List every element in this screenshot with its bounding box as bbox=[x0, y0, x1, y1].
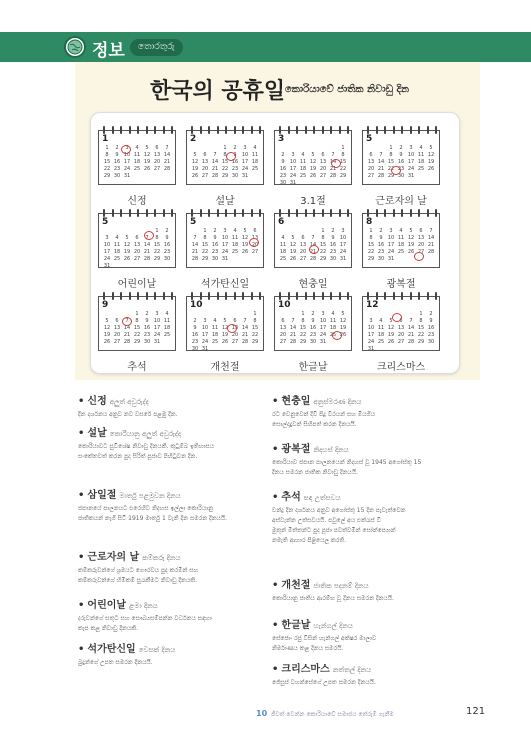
holiday-entry bbox=[272, 392, 462, 430]
calendar-day-grid: 1 2 3 4 5 6 7 8 9 10 11 12 13 14 15 16 17 18 19 20 21 22 23 24 25 26 27 28 29 30 31 bbox=[103, 311, 171, 345]
holiday-korean-name: 석가탄신일 bbox=[87, 644, 136, 655]
holiday-highlight bbox=[121, 145, 131, 154]
calendar-rings bbox=[191, 292, 261, 300]
holiday-highlight bbox=[122, 317, 132, 326]
footer-caption: ජීවත් වෙන්න කොරියාවේ සමාජය තේරුම් ගැනීම bbox=[271, 711, 394, 718]
calendar-label: 석가탄신일 bbox=[200, 279, 250, 290]
calendar-rings bbox=[279, 209, 349, 217]
holiday-description: කැප කළ නිවාඩු දිනයකි. bbox=[78, 625, 139, 632]
calendar-8 bbox=[362, 213, 440, 268]
calendar-label: 추석 bbox=[127, 362, 147, 373]
holiday-entry bbox=[78, 596, 268, 634]
calendar-day-grid: 1 2 3 4 5 6 7 8 9 10 11 12 13 14 15 16 17 18 19 20 21 22 23 24 25 26 27 28 29 30 31 bbox=[279, 311, 347, 345]
holiday-description: නිර්මාණය කළ දිනය සමරයි. bbox=[272, 645, 344, 652]
holiday-description: කොරියානු ජාතිය ආරම්භ වූ දිනය සමරන දිනයයි. bbox=[272, 595, 394, 602]
calendar-rings bbox=[367, 292, 437, 300]
holiday-description: කොරියාවට සුවිශේෂ නිවාඩු දිනයකි. කුටුම්බ ඉතිහාසය bbox=[78, 443, 215, 450]
holiday-name bbox=[78, 486, 268, 501]
holiday-korean-name: 크리스마스 bbox=[281, 664, 330, 675]
calendar-3 bbox=[274, 130, 352, 185]
page-subtitle: කොරියාවේ ජාතික නිවාඩු දින bbox=[285, 84, 410, 95]
holiday-name bbox=[272, 616, 462, 631]
holiday-description: රට වෙනුවෙන් දිවි පිදූ වීරයන් සහ මියගිය bbox=[272, 411, 376, 418]
holiday-highlight bbox=[391, 166, 401, 175]
calendar-month: 2 bbox=[190, 134, 197, 144]
bullet-icon: • bbox=[272, 492, 279, 503]
holiday-entry bbox=[272, 488, 462, 546]
bullet-icon: • bbox=[272, 396, 279, 407]
holiday-entry bbox=[78, 640, 268, 668]
holiday-name bbox=[78, 548, 268, 563]
holiday-name bbox=[78, 392, 268, 407]
calendar-5 bbox=[98, 213, 176, 268]
holiday-highlight bbox=[309, 245, 319, 254]
section-title: 정보 bbox=[92, 41, 125, 61]
bullet-icon: • bbox=[272, 580, 279, 591]
holiday-sinhala-name: කම්කරු දිනය bbox=[142, 554, 181, 562]
holiday-description: නමැති ආහාර පිළියෙල කරති. bbox=[272, 537, 347, 544]
holiday-description: සේජොං රජු විසින් හැන්ගල් අක්ෂර මාලාව bbox=[272, 635, 377, 642]
holiday-name bbox=[272, 488, 462, 503]
holiday-korean-name: 삼일절 bbox=[87, 490, 117, 501]
calendar-label: 설날 bbox=[215, 196, 235, 207]
holiday-name bbox=[78, 424, 268, 439]
calendar-label: 한글날 bbox=[298, 362, 328, 373]
holiday-entry bbox=[272, 576, 462, 604]
globe-icon bbox=[64, 36, 86, 58]
calendar-month: 6 bbox=[278, 217, 285, 227]
holiday-entry bbox=[78, 548, 268, 586]
holiday-description: කම්කරුවන්ගේ ශ්‍රමයට ගෞරවය පුද කරමින් සහ bbox=[78, 567, 199, 574]
holiday-description: දරුවන්ගේ සතුට සහ සෞඛ්‍යසම්පන්න වර්ධනය සඳහා bbox=[78, 615, 212, 622]
bullet-icon: • bbox=[272, 444, 279, 455]
holiday-description: දින දර්ශනය අනුව නව වසරේ පළමු දින. bbox=[78, 411, 178, 418]
calendar-rings bbox=[367, 126, 437, 134]
calendar-day-grid: 1 2 3 4 5 6 7 8 9 10 11 12 13 14 15 16 17 18 19 20 21 22 23 24 25 26 27 28 29 30 31 bbox=[103, 145, 171, 179]
holiday-sinhala-name: නත්තල් දිනය bbox=[332, 666, 372, 674]
bullet-icon: • bbox=[272, 664, 279, 675]
calendar-7 bbox=[274, 213, 352, 268]
calendar-10 bbox=[186, 296, 264, 351]
holiday-description: බුදුන්ගේ උපත සමරන දිනයයි. bbox=[78, 659, 153, 666]
calendar-rings bbox=[103, 126, 173, 134]
holiday-name bbox=[78, 596, 268, 611]
calendar-4 bbox=[362, 130, 440, 185]
calendar-label: 3.1절 bbox=[300, 196, 326, 207]
calendar-month: 5 bbox=[366, 134, 373, 144]
holiday-entry bbox=[78, 392, 268, 420]
holiday-highlight bbox=[226, 152, 236, 161]
holiday-description: ජපානයේ පාලනයට එරෙහිව නිදහස ඉල්ලා කොරියානු bbox=[78, 505, 214, 512]
calendar-label: 광복절 bbox=[386, 279, 416, 290]
bullet-icon: • bbox=[78, 396, 85, 407]
holiday-entry bbox=[78, 424, 268, 462]
holiday-description: චන්ද්‍ර දින දර්ශනය අනුව අගෝස්තු 15 දින පැවැත්වෙන bbox=[272, 507, 406, 514]
calendar-11 bbox=[274, 296, 352, 351]
bullet-icon: • bbox=[272, 620, 279, 631]
calendar-month: 5 bbox=[190, 217, 197, 227]
bullet-icon: • bbox=[78, 552, 85, 563]
chapter-number: 10 bbox=[256, 709, 268, 718]
holiday-sinhala-name: හැන්ගල් දිනය bbox=[313, 622, 353, 630]
calendar-day-grid: 1 2 3 4 5 6 7 8 9 10 11 12 13 14 15 16 17 18 19 20 21 22 23 24 25 26 27 28 29 30 31 bbox=[191, 145, 259, 179]
holiday-highlight bbox=[414, 252, 424, 261]
holiday-korean-name: 설날 bbox=[87, 428, 107, 439]
holiday-highlight bbox=[392, 313, 402, 322]
holiday-korean-name: 신정 bbox=[87, 396, 107, 407]
calendar-day-grid: 1 2 3 4 5 6 7 8 9 10 11 12 13 14 15 16 17 18 19 20 21 22 23 24 25 26 27 28 29 30 31 bbox=[191, 311, 259, 352]
holiday-highlight bbox=[331, 159, 341, 168]
calendar-month: 3 bbox=[278, 134, 285, 144]
bullet-icon: • bbox=[78, 644, 85, 655]
holiday-description: දිනය සමරන ජාතික නිවාඩු දිනයයි. bbox=[272, 469, 359, 476]
calendar-label: 신정 bbox=[127, 196, 147, 207]
calendar-1 bbox=[98, 130, 176, 185]
calendar-rings bbox=[367, 209, 437, 217]
calendar-6 bbox=[186, 213, 264, 268]
holiday-highlight bbox=[144, 231, 154, 240]
holiday-korean-name: 어린이날 bbox=[87, 600, 127, 611]
holiday-name bbox=[272, 392, 462, 407]
holiday-description: සොල්දාදුවන් සිහිපත් කරන දිනයයි. bbox=[272, 421, 357, 428]
calendar-day-grid: 1 2 3 4 5 6 7 8 9 10 11 12 13 14 15 16 17 18 19 20 21 22 23 24 25 26 27 28 29 30 31 bbox=[367, 311, 435, 352]
calendar-rings bbox=[191, 126, 261, 134]
holiday-sinhala-name: වෙසක් දිනය bbox=[138, 646, 176, 654]
holiday-highlight bbox=[227, 324, 237, 333]
footer-text bbox=[256, 709, 394, 719]
holiday-entry bbox=[272, 616, 462, 654]
holiday-name bbox=[78, 640, 268, 655]
calendar-label: 현충일 bbox=[298, 279, 328, 290]
calendar-rings bbox=[191, 209, 261, 217]
bullet-icon: • bbox=[78, 428, 85, 439]
holiday-sinhala-name: අනුස්මරණ දිනය bbox=[313, 398, 362, 406]
calendar-rings bbox=[103, 209, 173, 217]
calendar-month: 5 bbox=[102, 217, 109, 227]
holiday-name bbox=[272, 576, 462, 591]
calendar-month: 9 bbox=[102, 300, 109, 310]
calendar-label: 크리스마스 bbox=[376, 362, 426, 373]
holiday-sinhala-name: අලුත් අවුරුද්ද bbox=[109, 398, 149, 406]
holiday-entry bbox=[78, 486, 268, 524]
holiday-highlight bbox=[249, 238, 259, 247]
holiday-description: සංකේතවත් කරන පුද සිරිත් පූජාව පිහිටුවන දින. bbox=[78, 453, 198, 460]
holiday-korean-name: 추석 bbox=[281, 492, 301, 503]
holiday-highlight bbox=[332, 331, 342, 340]
holiday-sinhala-name: මාර්තු පළමුවන දිනය bbox=[119, 492, 181, 500]
holiday-description: අස්වැන්න උත්සවයයි. පවුලේ අය එක්රැස් වී bbox=[272, 517, 381, 524]
calendar-label: 근로자의 날 bbox=[375, 196, 427, 207]
holiday-name bbox=[272, 660, 462, 675]
holiday-description: කොරියාව ජපාන පාලනයෙන් නිදහස් වූ 1945 අගෝස්තු 15 bbox=[272, 459, 422, 466]
calendar-rings bbox=[279, 126, 349, 134]
holiday-entry bbox=[272, 660, 462, 688]
calendar-day-grid: 1 2 3 4 5 6 7 8 9 10 11 12 13 14 15 16 17 18 19 20 21 22 23 24 25 26 27 28 29 30 31 bbox=[367, 145, 435, 179]
holiday-description: ජාතිකයන් නැගී සිටි 1919 මාර්තු 1 වැනි දින සමරන දිනයයි. bbox=[78, 515, 228, 522]
calendar-9 bbox=[98, 296, 176, 351]
calendar-month: 10 bbox=[278, 300, 291, 310]
holiday-name bbox=[272, 440, 462, 455]
holiday-korean-name: 한글날 bbox=[281, 620, 311, 631]
calendar-month: 12 bbox=[366, 300, 379, 310]
holiday-korean-name: 개천절 bbox=[281, 580, 311, 591]
holiday-description: කම්කරුවන්ගේ හිමිකම් සුරැකීමට නිවාඩු දිනයකි. bbox=[78, 577, 197, 584]
calendar-day-grid: 1 2 3 4 5 6 7 8 9 10 11 12 13 14 15 16 17 18 19 20 21 22 23 24 25 26 27 28 29 30 31 bbox=[367, 228, 435, 262]
holiday-sinhala-name: ළමා දිනය bbox=[129, 602, 158, 610]
holiday-korean-name: 현충일 bbox=[281, 396, 311, 407]
calendar-day-grid: 1 2 3 4 5 6 7 8 9 10 11 12 13 14 15 16 17 18 19 20 21 22 23 24 25 26 27 28 29 30 31 bbox=[103, 228, 171, 269]
section-pill: තොරතුරු bbox=[130, 39, 183, 56]
holiday-sinhala-name: ජාතික පදනම් දිනය bbox=[313, 582, 369, 590]
calendar-rings bbox=[279, 292, 349, 300]
page-title: 한국의 공휴일 bbox=[150, 79, 286, 104]
calendar-label: 개천절 bbox=[210, 362, 240, 373]
holiday-sinhala-name: කොරියානු අලුත් අවුරුද්ද bbox=[109, 430, 181, 438]
holiday-korean-name: 근로자의 날 bbox=[87, 552, 140, 563]
calendar-label: 어린이날 bbox=[117, 279, 157, 290]
calendar-12 bbox=[362, 296, 440, 351]
calendar-day-grid: 1 2 3 4 5 6 7 8 9 10 11 12 13 14 15 16 17 18 19 20 21 22 23 24 25 26 27 28 29 30 31 bbox=[191, 228, 259, 262]
holiday-sinhala-name: නිදහස් දිනය bbox=[313, 446, 349, 454]
calendar-2 bbox=[186, 130, 264, 185]
calendar-rings bbox=[103, 292, 173, 300]
holiday-entry bbox=[272, 440, 462, 478]
calendar-month: 8 bbox=[366, 217, 373, 227]
bullet-icon: • bbox=[78, 600, 85, 611]
calendar-day-grid: 1 2 3 4 5 6 7 8 9 10 11 12 13 14 15 16 17 18 19 20 21 22 23 24 25 26 27 28 29 30 31 bbox=[279, 145, 347, 186]
holiday-description: ජේසුස් වහන්සේගේ උපත සමරන දිනයයි. bbox=[272, 679, 376, 686]
calendar-month: 1 bbox=[102, 134, 109, 144]
calendar-day-grid: 1 2 3 4 5 6 7 8 9 10 11 12 13 14 15 16 17 18 19 20 21 22 23 24 25 26 27 28 29 30 31 bbox=[279, 228, 347, 262]
calendar-month: 10 bbox=[190, 300, 203, 310]
holiday-korean-name: 광복절 bbox=[281, 444, 311, 455]
bullet-icon: • bbox=[78, 490, 85, 501]
holiday-description: මුතුන් මිත්තන්ට පුද පූජා පවත්වමින් සෝන්ප්‍යොන් bbox=[272, 527, 396, 534]
page-number: 121 bbox=[466, 706, 486, 717]
holiday-sinhala-name: සඳ උත්සවය bbox=[303, 494, 341, 502]
